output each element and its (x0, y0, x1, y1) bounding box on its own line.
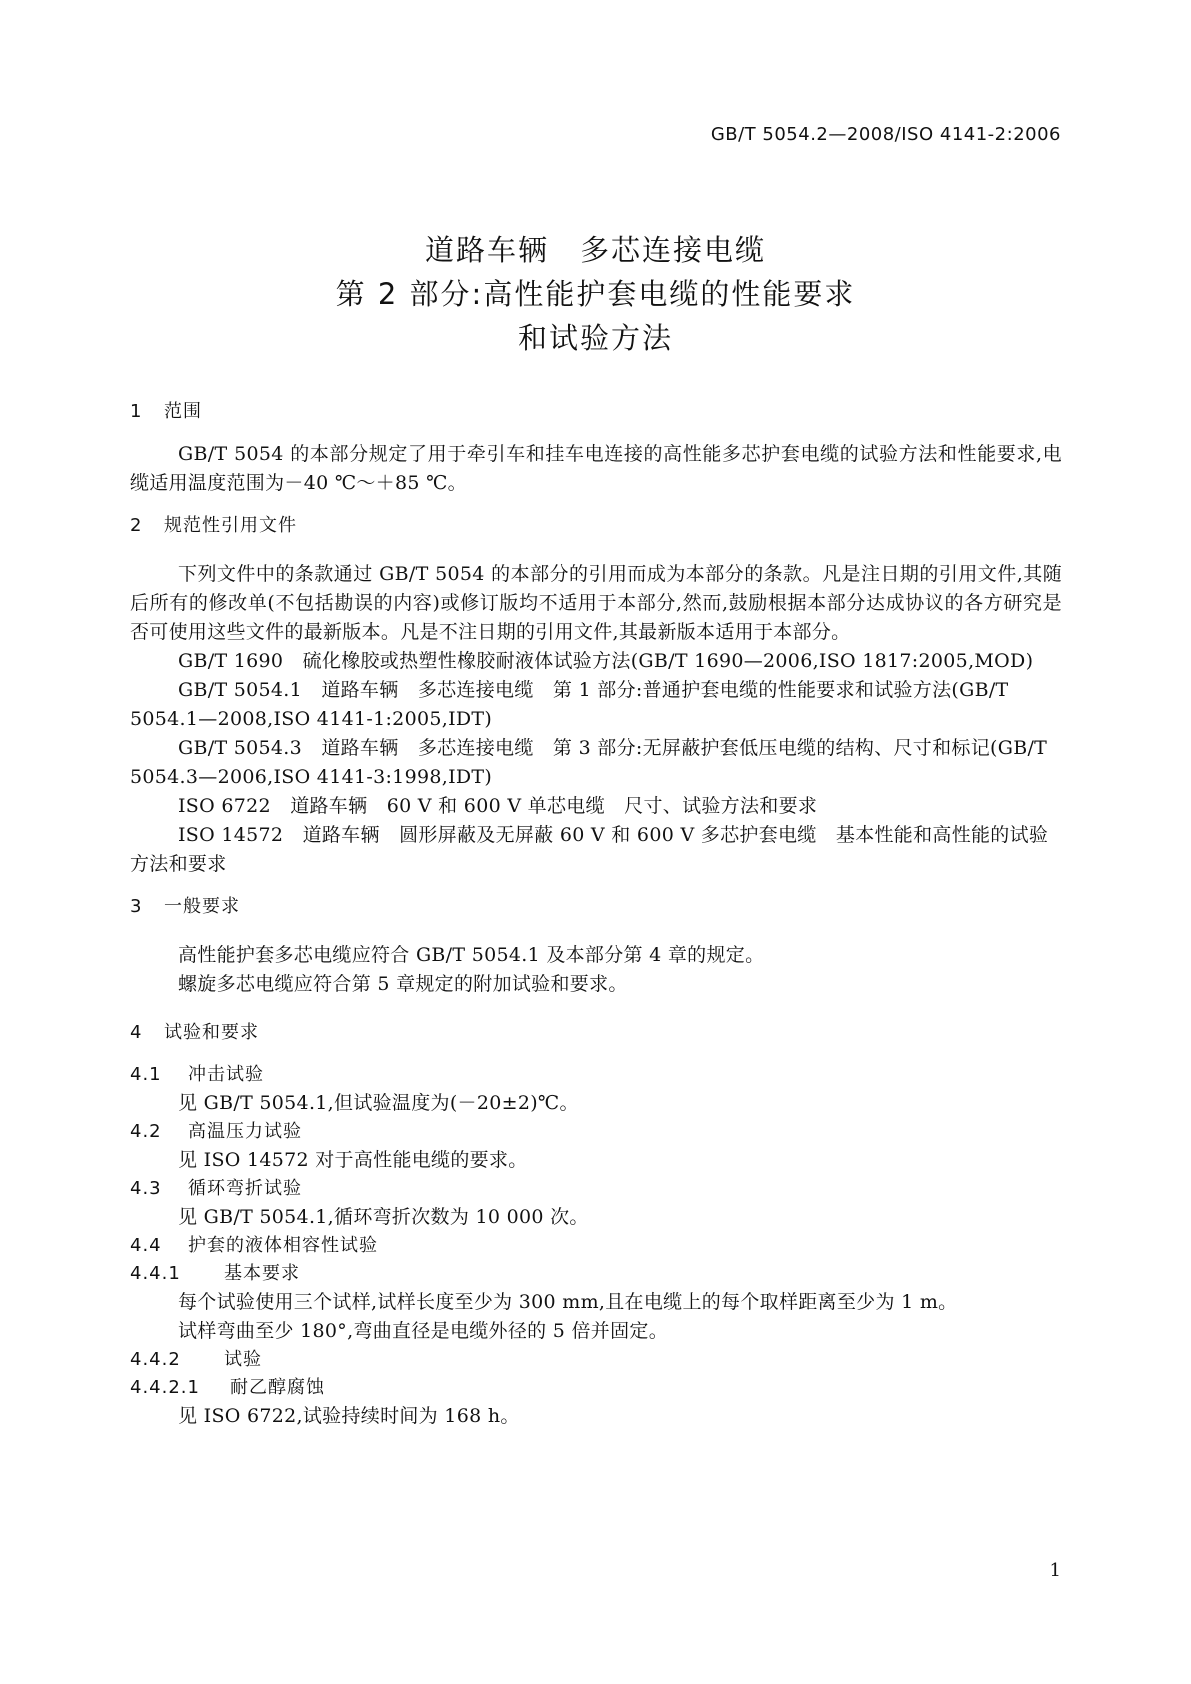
section-number: 4.1 (130, 1064, 162, 1085)
reference-item: GB/T 1690 硫化橡胶或热塑性橡胶耐液体试验方法(GB/T 1690—2006,ISO 1817:2005,MOD) (178, 650, 1034, 672)
pressure-test-paragraph: 见 ISO 14572 对于高性能电缆的要求。 (178, 1149, 528, 1171)
basic-requirement-paragraph: 试样弯曲至少 180°,弯曲直径是电缆外径的 5 倍并固定。 (178, 1320, 669, 1342)
section-title: 护套的液体相容性试验 (188, 1235, 378, 1256)
section-title: 范围 (164, 401, 202, 422)
reference-item: ISO 6722 道路车辆 60 V 和 600 V 单芯电缆 尺寸、试验方法和要求 (178, 795, 818, 817)
document-body (130, 398, 1062, 1431)
flex-test-paragraph: 见 GB/T 5054.1,循环弯折次数为 10 000 次。 (178, 1206, 589, 1228)
reference-item: GB/T 5054.1 道路车辆 多芯连接电缆 第 1 部分:普通护套电缆的性能要求和试验方法(GB/T 5054.1—2008,ISO 4141-1:2005,IDT) (130, 679, 1009, 730)
section-number: 4.2 (130, 1121, 162, 1142)
impact-test-paragraph: 见 GB/T 5054.1,但试验温度为(－20±2)℃。 (178, 1092, 579, 1114)
page-number: 1 (1049, 1560, 1061, 1581)
title-line-2: 第 2 部分:高性能护套电缆的性能要求 (335, 277, 856, 311)
reference-item: ISO 14572 道路车辆 圆形屏蔽及无屏蔽 60 V 和 600 V 多芯护套电缆 基本性能和高性能的试验方法和要求 (130, 824, 1049, 875)
general-requirement-paragraph: 高性能护套多芯电缆应符合 GB/T 5054.1 及本部分第 4 章的规定。 (178, 944, 765, 966)
section-title: 循环弯折试验 (188, 1178, 302, 1199)
section-title: 试验和要求 (164, 1022, 259, 1043)
section-number: 3 (130, 896, 143, 917)
subsection-heading-4-4-1 (130, 1260, 1062, 1288)
section-heading-4 (130, 1019, 1062, 1047)
reference-item: GB/T 5054.3 道路车辆 多芯连接电缆 第 3 部分:无屏蔽护套低压电缆的结构、尺寸和标记(GB/T 5054.3—2006,ISO 4141-3:1998,IDT) (130, 737, 1048, 788)
scope-paragraph: GB/T 5054 的本部分规定了用于牵引车和挂车电连接的高性能多芯护套电缆的试验方法和性能要求,电缆适用温度范围为－40 ℃～＋85 ℃。 (130, 443, 1062, 494)
normative-references-paragraph: 下列文件中的条款通过 GB/T 5054 的本部分的引用而成为本部分的条款。凡是注日期的引用文件,其随后所有的修改单(不包括勘误的内容)或修订版均不适用于本部分,然而,鼓励根据本部分达成协议的各方研究是否可使用这些文件的最新版本。凡是不注日期的引用文件,其最新版本适用于本部分。 (130, 563, 1062, 643)
general-requirement-paragraph: 螺旋多芯电缆应符合第 5 章规定的附加试验和要求。 (178, 973, 628, 995)
section-title: 规范性引用文件 (164, 515, 297, 536)
subsection-heading-4-2 (130, 1118, 1062, 1146)
section-number: 4.3 (130, 1178, 162, 1199)
section-heading-3 (130, 893, 1062, 921)
section-title: 试验 (224, 1349, 262, 1370)
ethanol-test-paragraph: 见 ISO 6722,试验持续时间为 168 h。 (178, 1405, 520, 1427)
section-number: 4 (130, 1022, 143, 1043)
section-heading-2 (130, 512, 1062, 540)
document-title (0, 228, 1191, 360)
section-number: 1 (130, 401, 143, 422)
section-number: 4.4.2 (130, 1349, 181, 1370)
subsection-heading-4-1 (130, 1061, 1062, 1089)
section-number: 4.4.1 (130, 1263, 181, 1284)
section-title: 高温压力试验 (188, 1121, 302, 1142)
section-heading-1 (130, 398, 1062, 426)
subsection-heading-4-4-2 (130, 1346, 1062, 1374)
subsection-heading-4-4-2-1 (130, 1374, 1062, 1402)
title-line-3: 和试验方法 (517, 321, 673, 355)
section-title: 耐乙醇腐蚀 (230, 1377, 325, 1398)
standard-code: GB/T 5054.2—2008/ISO 4141-2:2006 (710, 124, 1061, 145)
basic-requirement-paragraph: 每个试验使用三个试样,试样长度至少为 300 mm,且在电缆上的每个取样距离至少为 1 m。 (178, 1291, 958, 1313)
section-title: 一般要求 (164, 896, 240, 917)
section-title: 冲击试验 (188, 1064, 264, 1085)
title-line-1: 道路车辆 多芯连接电缆 (424, 233, 766, 267)
section-number: 4.4 (130, 1235, 162, 1256)
section-number: 4.4.2.1 (130, 1377, 200, 1398)
subsection-heading-4-3 (130, 1175, 1062, 1203)
section-number: 2 (130, 515, 143, 536)
section-title: 基本要求 (224, 1263, 300, 1284)
subsection-heading-4-4 (130, 1232, 1062, 1260)
